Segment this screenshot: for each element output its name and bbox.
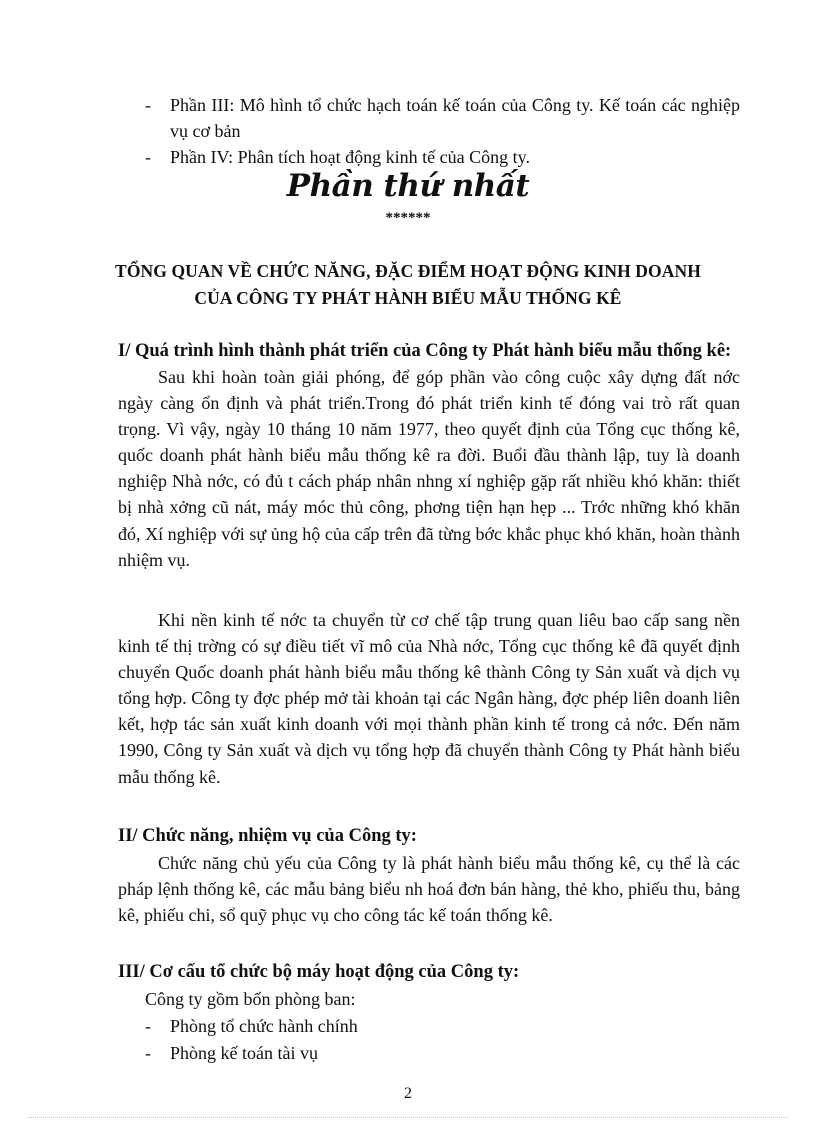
list-item-accounting-department: Phòng kế toán tài vụ — [170, 1043, 318, 1063]
section-3-heading: III/ Cơ cấu tổ chức bộ máy hoạt động của Công ty: — [118, 962, 520, 982]
main-title-line-2: CỦA CÔNG TY PHÁT HÀNH BIỂU MẪU THỐNG KÊ — [194, 288, 622, 308]
chapter-stars: ****** — [385, 210, 431, 226]
page-number: 2 — [404, 1085, 412, 1102]
section-1-paragraph-1: Sau khi hoàn toàn giải phóng, để góp phần vào công cuộc xây dựng đất nớc ngày càng ổn định và phát triển.Trong đó phát triển kinh tế đóng vai trò rất quan trọng. Vì vậy, ngày 10 tháng 10 năm 1977, theo quyết định của Tổng cục thống kê, quốc doanh phát hành biểu mẫu thống kê ra đời. Buổi đầu thành lập, tuy là doanh nghiệp Nhà nớc, có đủ t cách pháp nhân nhng xí nghiệp gặp rất nhiều khó khăn: thiết bị nhà xởng cũ nát, máy móc thủ công, phơng tiện hạn hẹp ... Trớc những khó khăn đó, Xí nghiệp với sự ủng hộ của cấp trên đã từng bớc khắc phục khó khăn, hoàn thành nhiệm vụ. — [118, 367, 740, 570]
list-dash: - — [145, 95, 151, 115]
section-1-heading: I/ Quá trình hình thành phát triển của Công ty Phát hành biểu mẫu thống kê: — [118, 341, 732, 361]
chapter-title: Phần thứ nhất — [286, 168, 530, 204]
section-1-paragraph-2: Khi nền kinh tế nớc ta chuyển từ cơ chế tập trung quan liêu bao cấp sang nền kinh tế thị trờng có sự điều tiết vĩ mô của Nhà nớc, Tổng cục thống kê đã quyết định chuyển Quốc doanh phát hành biểu mẫu thống kê thành Công ty Sản xuất và dịch vụ tổng hợp. Công ty đợc phép mở tài khoản tại các Ngân hàng, đợc phép liên doanh liên kết, hợp tác sản xuất kinh doanh với mọi thành phần kinh tế trong cả nớc. Đến năm 1990, Công ty Sản xuất và dịch vụ tổng hợp đã chuyển thành Công ty Phát hành biểu mẫu thống kê. — [118, 610, 740, 787]
section-3-intro: Công ty gồm bốn phòng ban: — [145, 989, 356, 1009]
main-title-line-1: TỔNG QUAN VỀ CHỨC NĂNG, ĐẶC ĐIỂM HOẠT ĐỘNG KINH DOANH — [115, 261, 701, 281]
list-dash: - — [145, 1043, 151, 1063]
section-2-heading: II/ Chức năng, nhiệm vụ của Công ty: — [118, 826, 417, 846]
footer-divider — [28, 1117, 788, 1118]
list-item-part-3: Phần III: Mô hình tổ chức hạch toán kế toán của Công ty. Kế toán các nghiệp vụ cơ bản — [170, 95, 740, 141]
section-2-paragraph: Chức năng chủ yếu của Công ty là phát hành biểu mẫu thống kê, cụ thể là các pháp lệnh thống kê, các mẫu bảng biểu nh hoá đơn bán hàng, thẻ kho, phiếu thu, bảng kê, phiếu chi, sổ quỹ phục vụ cho công tác kế toán thống kê. — [118, 853, 740, 926]
list-item-admin-department: Phòng tổ chức hành chính — [170, 1016, 358, 1036]
list-item-part-4: Phần IV: Phân tích hoạt động kinh tế của Công ty. — [170, 147, 530, 167]
list-dash: - — [145, 1016, 151, 1036]
list-dash: - — [145, 147, 151, 167]
